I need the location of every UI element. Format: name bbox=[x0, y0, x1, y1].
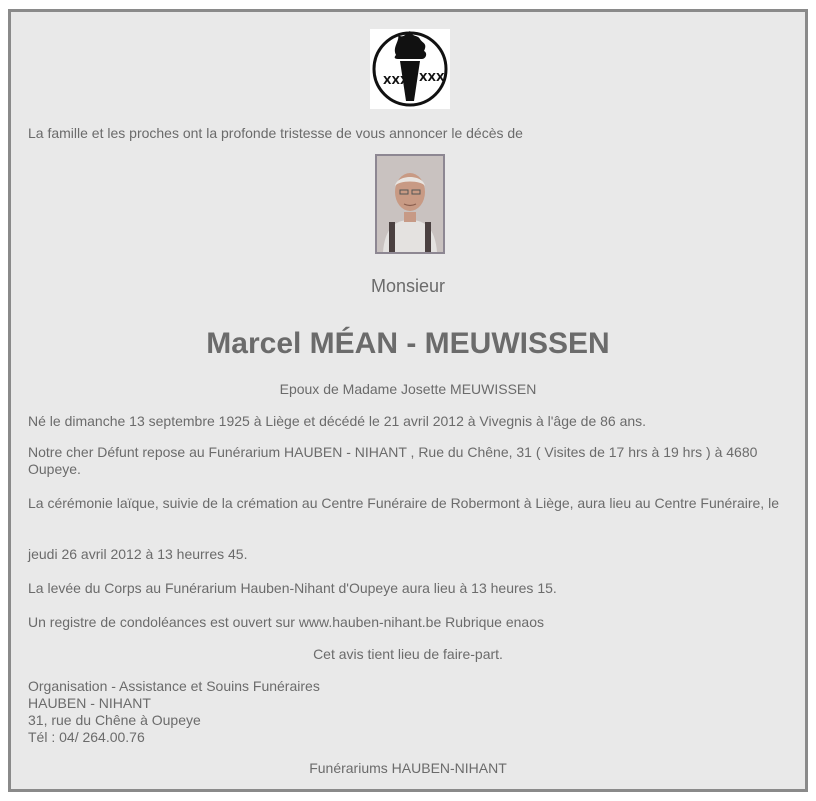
notice-text: Cet avis tient lieu de faire-part. bbox=[313, 646, 503, 662]
ceremony-paragraph: La cérémonie laïque, suivie de la crémation au Centre Funéraire de Robermont à Liège, aura lieu au Centre Funéraire, le bbox=[28, 495, 779, 511]
organisation-line-1: Organisation - Assistance et Souins Funéraires bbox=[28, 678, 320, 694]
organisation-line-3: 31, rue du Chêne à Oupeye bbox=[28, 712, 201, 728]
ceremony-date: jeudi 26 avril 2012 à 13 heurres 45. bbox=[28, 546, 248, 562]
levee-paragraph: La levée du Corps au Funérarium Hauben-Nihant d'Oupeye aura lieu à 13 heures 15. bbox=[28, 580, 557, 596]
torch-icon bbox=[370, 29, 450, 109]
intro-text: La famille et les proches ont la profonde tristesse de vous annoncer le décès de bbox=[28, 125, 523, 141]
footer-text: Funérariums HAUBEN-NIHANT bbox=[309, 760, 507, 776]
deceased-name: Marcel MÉAN - MEUWISSEN bbox=[206, 327, 610, 360]
svg-text:XXX: XXX bbox=[419, 71, 445, 84]
honorific: Monsieur bbox=[370, 276, 446, 296]
portrait-photo bbox=[375, 154, 445, 254]
svg-text:XXX: XXX bbox=[383, 74, 409, 87]
organisation-block bbox=[28, 678, 320, 746]
portrait-image bbox=[377, 156, 443, 252]
rests-paragraph: Notre cher Défunt repose au Funérarium HAUBEN - NIHANT , Rue du Chêne, 31 ( Visites de 17 hrs à 19 hrs ) à 4680 Oupeye. bbox=[28, 444, 758, 477]
spouse-line: Epoux de Madame Josette MEUWISSEN bbox=[279, 381, 537, 397]
registry-paragraph: Un registre de condoléances est ouvert sur www.hauben-nihant.be Rubrique enaos bbox=[28, 614, 544, 630]
torch-logo bbox=[370, 29, 450, 109]
organisation-line-2: HAUBEN - NIHANT bbox=[28, 695, 151, 711]
birth-death-paragraph: Né le dimanche 13 septembre 1925 à Liège et décédé le 21 avril 2012 à Vivegnis à l'âge de 86 ans. bbox=[28, 413, 647, 429]
organisation-phone: Tél : 04/ 264.00.76 bbox=[28, 729, 145, 745]
obituary-card bbox=[8, 9, 808, 792]
